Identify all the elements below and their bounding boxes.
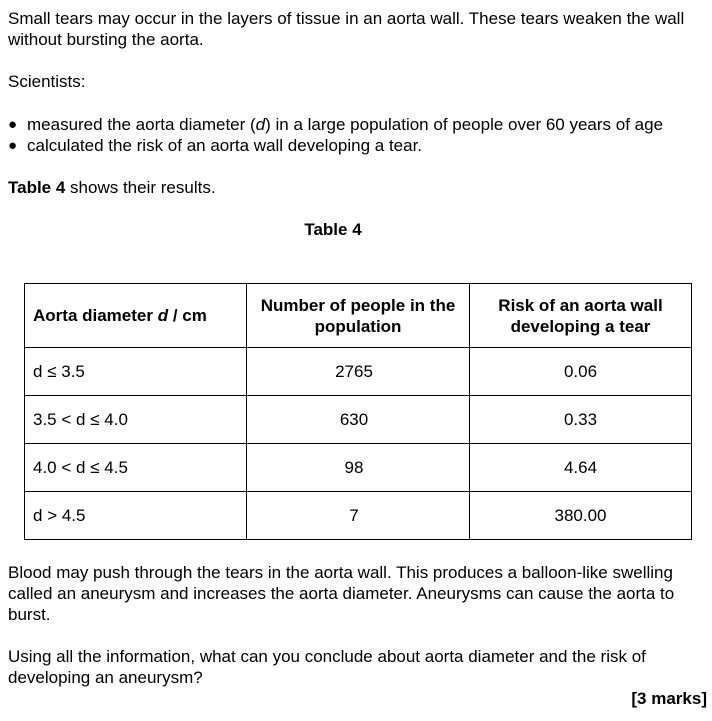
cell-risk: 0.33 xyxy=(470,396,692,444)
results-table xyxy=(24,283,692,540)
marks-label: [3 marks] xyxy=(631,689,707,708)
table-header-row xyxy=(25,284,692,348)
scientists-label: Scientists: xyxy=(8,72,86,91)
bullet-icon: ● xyxy=(8,137,18,154)
table-row xyxy=(25,444,692,492)
list-item xyxy=(8,135,687,156)
table-row xyxy=(25,492,692,540)
cell-people: 7 xyxy=(247,492,470,540)
cell-risk: 0.06 xyxy=(470,348,692,396)
method-list xyxy=(8,114,712,156)
table-reference-bold: Table 4 xyxy=(8,178,66,197)
table-caption-text: Table 4 xyxy=(304,220,362,239)
cell-people: 630 xyxy=(247,396,470,444)
header-risk: Risk of an aorta wall developing a tear xyxy=(470,284,692,348)
aneurysm-paragraph: Blood may push through the tears in the aorta wall. This produces a balloon-like swelling called an aneurysm and increases the aorta diameter. Aneurysms can cause the aorta to burst. xyxy=(8,563,675,624)
cell-risk: 380.00 xyxy=(470,492,692,540)
cell-people: 2765 xyxy=(247,348,470,396)
table-reference xyxy=(8,177,712,198)
question-text: Using all the information, what can you conclude about aorta diameter and the risk of developing an aneurysm? xyxy=(8,647,646,687)
cell-diameter: d ≤ 3.5 xyxy=(25,348,247,396)
after-table-section xyxy=(8,562,708,688)
cell-people: 98 xyxy=(247,444,470,492)
bullet-icon: ● xyxy=(8,116,18,133)
bullet-italic: d xyxy=(255,115,266,134)
cell-diameter: 4.0 < d ≤ 4.5 xyxy=(25,444,247,492)
table-row xyxy=(25,348,692,396)
list-item xyxy=(8,114,687,135)
header-number-of-people: Number of people in the population xyxy=(247,284,470,348)
table-reference-rest: shows their results. xyxy=(65,178,216,197)
bullet-text: calculated the risk of an aorta wall developing a tear. xyxy=(27,136,423,155)
cell-diameter: 3.5 < d ≤ 4.0 xyxy=(25,396,247,444)
bullet-text-after: ) in a large population of people over 60 years of age xyxy=(265,115,664,134)
cell-diameter: d > 4.5 xyxy=(25,492,247,540)
table-row xyxy=(25,396,692,444)
cell-risk: 4.64 xyxy=(470,444,692,492)
table-caption xyxy=(8,219,708,240)
bullet-text-before: measured the aorta diameter ( xyxy=(27,115,256,134)
header-aorta-diameter: Aorta diameter d / cm xyxy=(25,284,247,348)
intro-paragraph: Small tears may occur in the layers of tissue in an aorta wall. These tears weaken the wall without bursting the aorta. xyxy=(8,9,685,49)
